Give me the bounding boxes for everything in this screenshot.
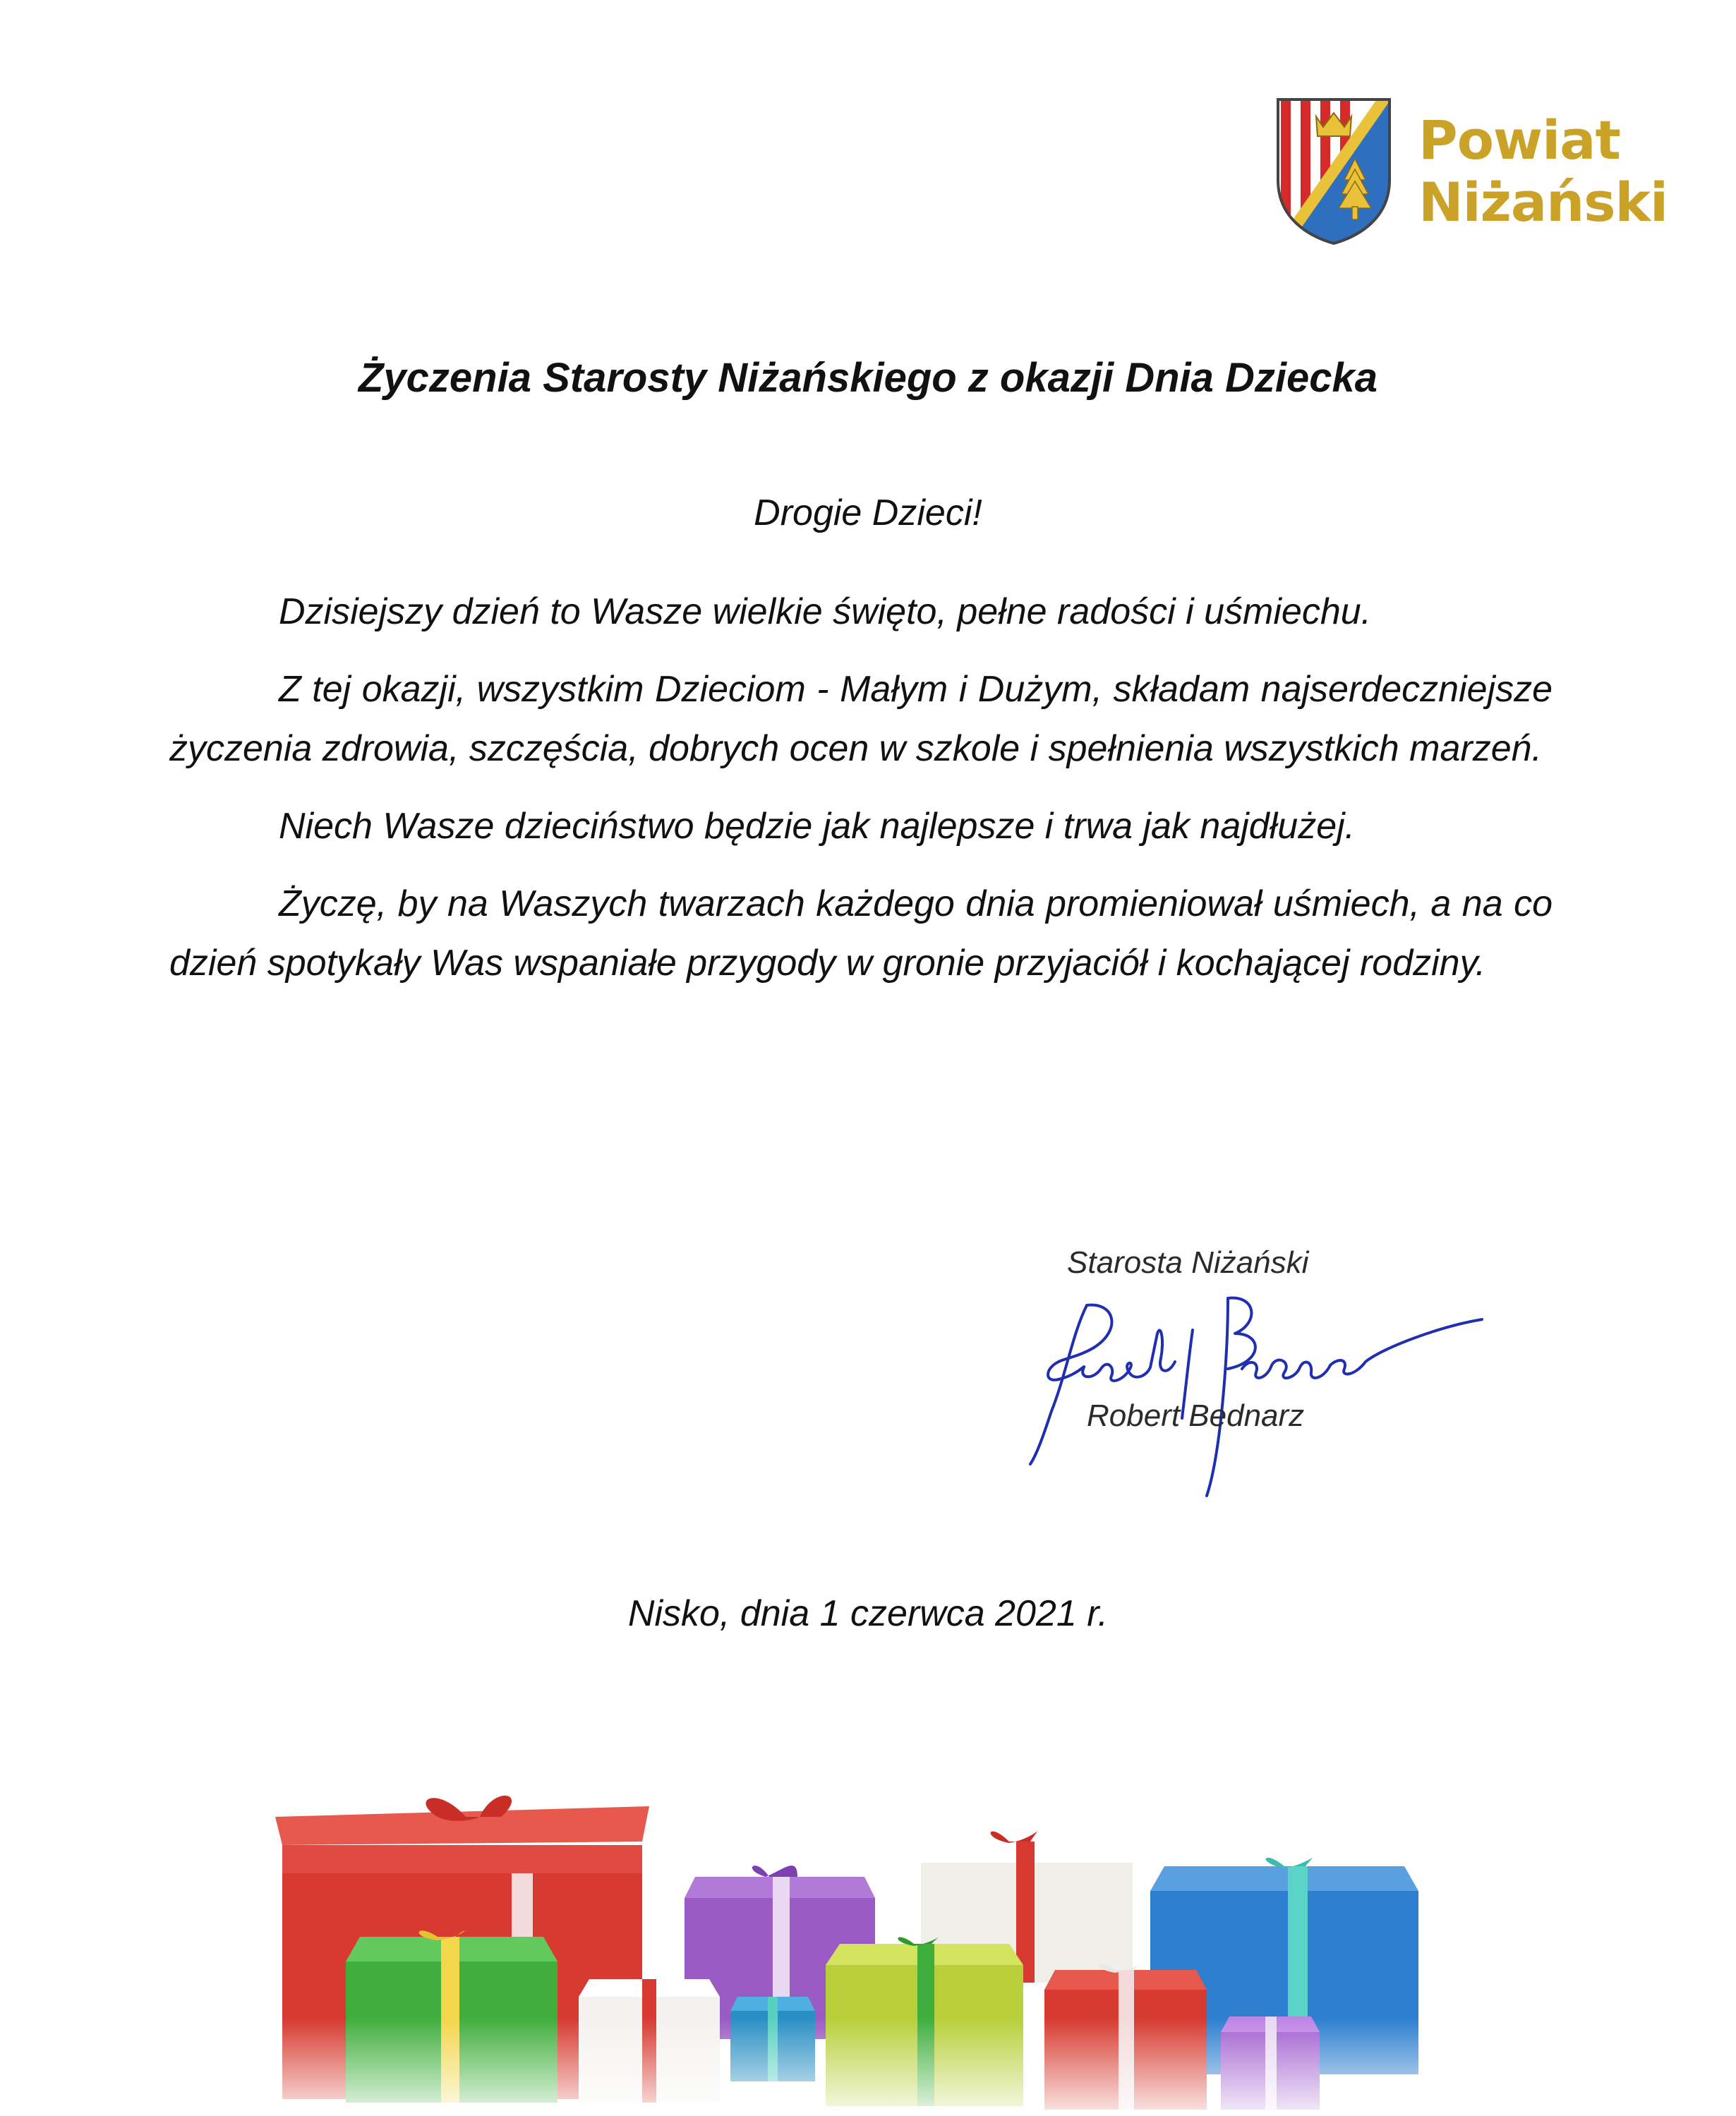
coat-of-arms-icon bbox=[1274, 95, 1394, 247]
handwritten-signature bbox=[1016, 1291, 1496, 1503]
logo-line-1: Powiat bbox=[1418, 109, 1620, 171]
letter-title: Życzenia Starosty Niżańskiego z okazji Dnia Dziecka bbox=[358, 355, 1378, 401]
logo-line-2: Niżański bbox=[1418, 171, 1668, 234]
paragraph-2: Z tej okazji, wszystkim Dzieciom - Małym i Dużym, składam najserdeczniejsze życzenia zdrowia, szczęścia, dobrych ocen w szkole i spełnienia wszystkich marzeń. bbox=[169, 669, 1553, 769]
paragraph-1: Dzisiejszy dzień to Wasze wielkie święto, pełne radości i uśmiechu. bbox=[279, 591, 1372, 632]
signature-role: Starosta Niżański bbox=[1067, 1245, 1309, 1280]
letter-body bbox=[169, 582, 1553, 1011]
paragraph-4: Życzę, by na Waszych twarzach każdego dnia promieniował uśmiech, a na co dzień spotykały Was wspaniałe przygody w gronie przyjaciół i kochającej rodziny. bbox=[169, 883, 1553, 984]
signature-name: Robert Bednarz bbox=[1087, 1398, 1305, 1433]
gift-boxes-illustration bbox=[261, 1785, 1475, 2116]
paragraph-3: Niech Wasze dzieciństwo będzie jak najlepsze i trwa jak najdłużej. bbox=[279, 806, 1356, 847]
letter-date: Nisko, dnia 1 czerwca 2021 r. bbox=[627, 1593, 1109, 1634]
powiat-logo bbox=[1274, 95, 1668, 247]
letter-greeting: Drogie Dzieci! bbox=[754, 492, 982, 533]
logo-wordmark bbox=[1418, 109, 1668, 234]
